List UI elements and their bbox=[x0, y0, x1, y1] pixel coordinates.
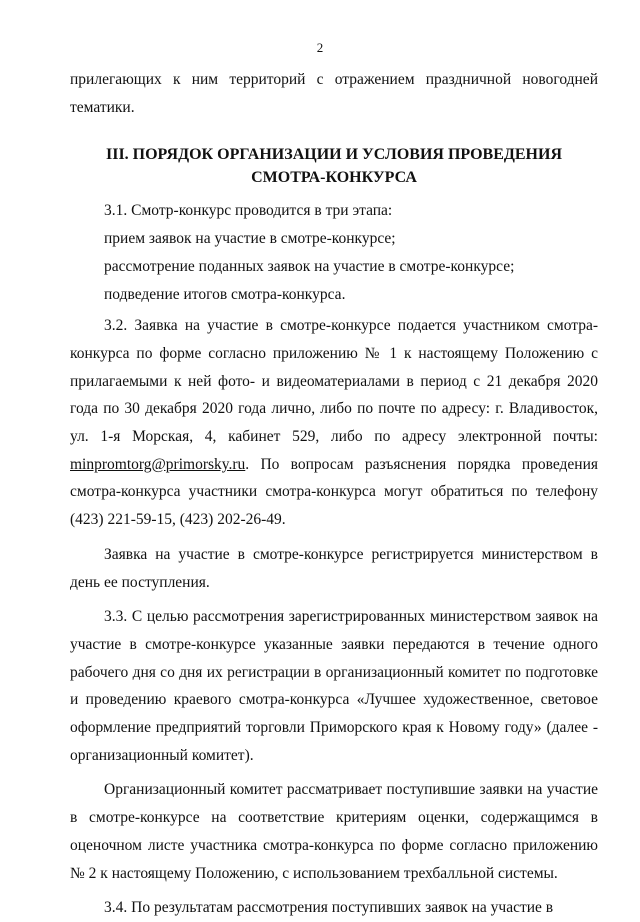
section-heading-line2: СМОТРА-КОНКУРСА bbox=[251, 169, 417, 187]
clause-3-2-paragraph bbox=[70, 312, 598, 534]
email-link[interactable]: minpromtorg@primorsky.ru bbox=[70, 455, 246, 473]
section-heading-line1: III. ПОРЯДОК ОРГАНИЗАЦИИ И УСЛОВИЯ ПРОВЕДЕНИЯ bbox=[105, 146, 562, 164]
intro-paragraph: прилегающих к ним территорий с отражением праздничной новогодней тематики. bbox=[70, 71, 598, 116]
clause-3-2-text-after: . По вопросам разъяснения порядка проведения смотра-конкурса участники смотра-конкурса могут обратиться по телефону (423) 221-59-15, (423) 202-26-49. bbox=[70, 455, 598, 529]
clause-3-1-lead: 3.1. Смотр-конкурс проводится в три этапа: bbox=[104, 202, 393, 220]
clause-3-2-text-before: 3.2. Заявка на участие в смотре-конкурсе подается участником смотра-конкурса по форме согласно приложению № 1 к настоящему Положению с прилагаемыми к ней фото- и видеоматериалами в период с 21 декабря 2020 года по 30 декабря 2020 года лично, либо по почте по адресу: г. Владивосток, ул. 1-я Морская, 4, кабинет 529, либо по адресу электронной почты: bbox=[70, 317, 598, 446]
section-heading bbox=[70, 143, 598, 189]
registration-paragraph: Заявка на участие в смотре-конкурсе регистрируется министерством в день ее поступления. bbox=[70, 545, 598, 591]
stage-item-2: рассмотрение поданных заявок на участие в смотре-конкурсе; bbox=[104, 257, 515, 275]
committee-paragraph: Организационный комитет рассматривает поступившие заявки на участие в смотре-конкурсе на соответствие критериям оценки, содержащимся в оценочном листе участника смотра-конкурса по форме согласно приложению № 2 к настоящему Положению, с использованием трехбалльной системы. bbox=[70, 781, 598, 882]
stage-item-3: подведение итогов смотра-конкурса. bbox=[104, 285, 346, 303]
clause-3-4-paragraph: 3.4. По результатам рассмотрения поступивших заявок на участие в bbox=[104, 899, 554, 917]
document-body bbox=[70, 66, 598, 922]
clause-3-3-paragraph: 3.3. С целью рассмотрения зарегистрированных министерством заявок на участие в смотре-конкурсе указанные заявки передаются в течение одного рабочего дня со дня их регистрации в организационный комитет по подготовке и проведению краевого смотра-конкурса «Лучшее художественное, световое оформление предприятий торговли Приморского края к Новому году» (далее - организационный комитет). bbox=[70, 608, 598, 764]
stage-item-1: прием заявок на участие в смотре-конкурсе; bbox=[104, 230, 396, 248]
page-number: 2 bbox=[316, 40, 324, 55]
